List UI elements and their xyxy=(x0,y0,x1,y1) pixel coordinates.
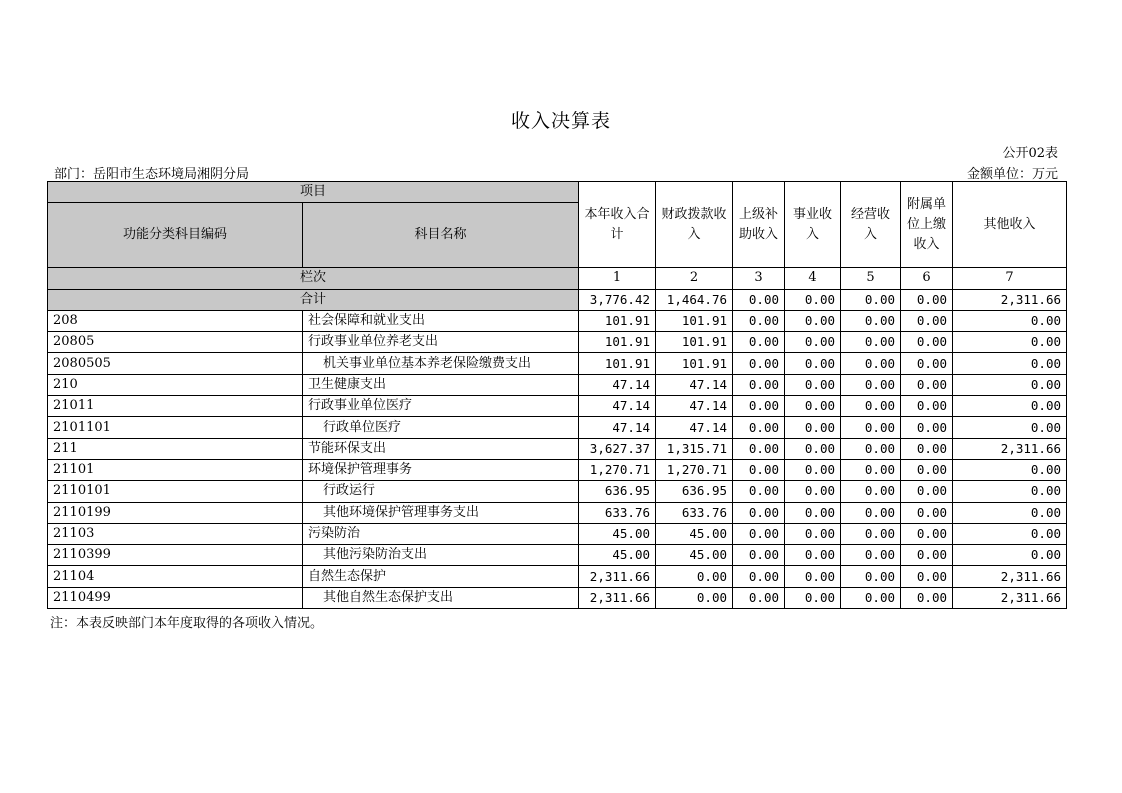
row-value: 0.00 xyxy=(785,523,841,544)
row-value: 0.00 xyxy=(785,353,841,374)
row-value: 0.00 xyxy=(841,438,901,459)
col-num: 4 xyxy=(785,268,841,289)
row-value: 0.00 xyxy=(785,502,841,523)
total-value: 0.00 xyxy=(841,289,901,310)
col-subsidy-header: 上级补助收入 xyxy=(733,182,785,268)
row-value: 0.00 xyxy=(785,438,841,459)
row-value: 636.95 xyxy=(579,481,656,502)
row-value: 0.00 xyxy=(841,332,901,353)
department-label: 部门：岳阳市生态环境局湘阴分局 xyxy=(54,167,250,182)
row-value: 0.00 xyxy=(733,438,785,459)
total-value: 0.00 xyxy=(901,289,953,310)
table-row xyxy=(48,353,1067,374)
row-name: 自然生态保护 xyxy=(303,566,579,587)
row-name: 环境保护管理事务 xyxy=(303,459,579,480)
col-num: 6 xyxy=(901,268,953,289)
row-value: 0.00 xyxy=(841,417,901,438)
row-value: 0.00 xyxy=(733,417,785,438)
row-value: 0.00 xyxy=(953,523,1067,544)
row-value: 0.00 xyxy=(953,374,1067,395)
row-value: 0.00 xyxy=(733,310,785,331)
row-value: 0.00 xyxy=(785,459,841,480)
code-header: 功能分类科目编码 xyxy=(48,203,303,268)
total-value: 0.00 xyxy=(733,289,785,310)
row-value: 2,311.66 xyxy=(579,587,656,608)
row-value: 0.00 xyxy=(901,396,953,417)
table-row xyxy=(48,417,1067,438)
table-row xyxy=(48,502,1067,523)
table-row xyxy=(48,396,1067,417)
col-fiscal-header: 财政拨款收入 xyxy=(656,182,733,268)
form-number: 公开02表 xyxy=(1002,146,1058,161)
table-row xyxy=(48,374,1067,395)
row-value: 101.91 xyxy=(656,353,733,374)
row-value: 1,270.71 xyxy=(656,459,733,480)
row-value: 45.00 xyxy=(579,523,656,544)
row-name: 行政单位医疗 xyxy=(303,417,579,438)
table-row xyxy=(48,438,1067,459)
total-row xyxy=(48,289,1067,310)
row-value: 633.76 xyxy=(656,502,733,523)
table-row xyxy=(48,310,1067,331)
row-value: 47.14 xyxy=(579,374,656,395)
col-other-header: 其他收入 xyxy=(953,182,1067,268)
row-value: 0.00 xyxy=(841,523,901,544)
row-value: 0.00 xyxy=(733,481,785,502)
row-value: 1,315.71 xyxy=(656,438,733,459)
row-value: 0.00 xyxy=(901,523,953,544)
row-name: 行政运行 xyxy=(303,481,579,502)
row-value: 0.00 xyxy=(841,353,901,374)
row-value: 0.00 xyxy=(901,459,953,480)
row-value: 0.00 xyxy=(785,396,841,417)
row-value: 47.14 xyxy=(579,417,656,438)
row-code: 2110399 xyxy=(48,545,303,566)
row-value: 0.00 xyxy=(953,417,1067,438)
table-row xyxy=(48,545,1067,566)
row-value: 0.00 xyxy=(901,438,953,459)
footnote: 注：本表反映部门本年度取得的各项收入情况。 xyxy=(50,616,324,631)
row-value: 0.00 xyxy=(841,481,901,502)
col-num: 7 xyxy=(953,268,1067,289)
row-value: 101.91 xyxy=(579,353,656,374)
row-value: 0.00 xyxy=(785,545,841,566)
row-value: 0.00 xyxy=(953,396,1067,417)
row-value: 0.00 xyxy=(901,374,953,395)
row-value: 0.00 xyxy=(733,566,785,587)
row-value: 0.00 xyxy=(733,502,785,523)
row-value: 0.00 xyxy=(901,502,953,523)
row-value: 0.00 xyxy=(901,566,953,587)
col-num: 2 xyxy=(656,268,733,289)
row-code: 2080505 xyxy=(48,353,303,374)
row-value: 0.00 xyxy=(841,310,901,331)
row-code: 2110101 xyxy=(48,481,303,502)
row-value: 0.00 xyxy=(733,332,785,353)
row-code: 21104 xyxy=(48,566,303,587)
row-name: 其他环境保护管理事务支出 xyxy=(303,502,579,523)
name-header: 科目名称 xyxy=(303,203,579,268)
row-code: 208 xyxy=(48,310,303,331)
row-name: 节能环保支出 xyxy=(303,438,579,459)
row-value: 633.76 xyxy=(579,502,656,523)
row-value: 47.14 xyxy=(656,417,733,438)
total-value: 3,776.42 xyxy=(579,289,656,310)
row-value: 0.00 xyxy=(953,310,1067,331)
row-value: 0.00 xyxy=(953,545,1067,566)
row-name: 卫生健康支出 xyxy=(303,374,579,395)
row-value: 0.00 xyxy=(953,502,1067,523)
row-value: 47.14 xyxy=(656,374,733,395)
row-value: 2,311.66 xyxy=(953,587,1067,608)
row-name: 行政事业单位养老支出 xyxy=(303,332,579,353)
col-num: 3 xyxy=(733,268,785,289)
row-value: 0.00 xyxy=(785,566,841,587)
total-value: 0.00 xyxy=(785,289,841,310)
table-body xyxy=(48,310,1067,608)
row-value: 0.00 xyxy=(841,566,901,587)
row-value: 0.00 xyxy=(841,374,901,395)
row-value: 47.14 xyxy=(656,396,733,417)
row-value: 0.00 xyxy=(901,545,953,566)
row-value: 0.00 xyxy=(901,481,953,502)
total-value: 1,464.76 xyxy=(656,289,733,310)
row-value: 0.00 xyxy=(656,566,733,587)
row-value: 0.00 xyxy=(733,374,785,395)
total-value: 2,311.66 xyxy=(953,289,1067,310)
row-value: 0.00 xyxy=(901,587,953,608)
row-value: 101.91 xyxy=(579,332,656,353)
row-value: 0.00 xyxy=(841,502,901,523)
col-num: 1 xyxy=(579,268,656,289)
row-name: 污染防治 xyxy=(303,523,579,544)
col-num: 5 xyxy=(841,268,901,289)
total-label: 合计 xyxy=(48,289,579,310)
row-code: 2110199 xyxy=(48,502,303,523)
row-value: 2,311.66 xyxy=(953,438,1067,459)
row-value: 0.00 xyxy=(901,332,953,353)
row-value: 0.00 xyxy=(901,310,953,331)
row-name: 社会保障和就业支出 xyxy=(303,310,579,331)
project-header: 项目 xyxy=(48,182,579,203)
row-value: 0.00 xyxy=(785,374,841,395)
table-row xyxy=(48,332,1067,353)
row-value: 45.00 xyxy=(656,523,733,544)
row-value: 0.00 xyxy=(841,396,901,417)
row-value: 0.00 xyxy=(733,396,785,417)
row-value: 1,270.71 xyxy=(579,459,656,480)
row-value: 0.00 xyxy=(953,481,1067,502)
table-row xyxy=(48,566,1067,587)
row-value: 0.00 xyxy=(785,417,841,438)
row-value: 0.00 xyxy=(953,332,1067,353)
row-value: 0.00 xyxy=(841,545,901,566)
row-value: 101.91 xyxy=(656,310,733,331)
row-code: 211 xyxy=(48,438,303,459)
col-total-header: 本年收入合计 xyxy=(579,182,656,268)
row-value: 0.00 xyxy=(733,459,785,480)
row-value: 0.00 xyxy=(785,310,841,331)
row-value: 0.00 xyxy=(785,481,841,502)
row-value: 101.91 xyxy=(656,332,733,353)
row-value: 0.00 xyxy=(785,587,841,608)
row-value: 0.00 xyxy=(901,417,953,438)
row-value: 0.00 xyxy=(901,353,953,374)
row-value: 0.00 xyxy=(953,459,1067,480)
row-value: 2,311.66 xyxy=(953,566,1067,587)
row-value: 101.91 xyxy=(579,310,656,331)
row-code: 21101 xyxy=(48,459,303,480)
row-value: 3,627.37 xyxy=(579,438,656,459)
row-col-label: 栏次 xyxy=(48,268,579,289)
row-code: 2101101 xyxy=(48,417,303,438)
row-value: 0.00 xyxy=(733,545,785,566)
row-value: 0.00 xyxy=(953,353,1067,374)
table-row xyxy=(48,587,1067,608)
row-value: 636.95 xyxy=(656,481,733,502)
row-value: 45.00 xyxy=(579,545,656,566)
row-name: 机关事业单位基本养老保险缴费支出 xyxy=(303,353,579,374)
col-affiliated-header: 附属单位上缴收入 xyxy=(901,182,953,268)
table-row xyxy=(48,481,1067,502)
row-value: 0.00 xyxy=(733,523,785,544)
row-name: 其他自然生态保护支出 xyxy=(303,587,579,608)
row-value: 47.14 xyxy=(579,396,656,417)
income-table xyxy=(47,181,1067,609)
row-value: 0.00 xyxy=(656,587,733,608)
row-value: 0.00 xyxy=(841,587,901,608)
unit-label: 金额单位：万元 xyxy=(966,167,1058,182)
row-value: 0.00 xyxy=(785,332,841,353)
col-operating-header: 经营收入 xyxy=(841,182,901,268)
row-code: 2110499 xyxy=(48,587,303,608)
row-value: 0.00 xyxy=(733,353,785,374)
row-value: 2,311.66 xyxy=(579,566,656,587)
row-value: 0.00 xyxy=(841,459,901,480)
row-code: 20805 xyxy=(48,332,303,353)
table-row xyxy=(48,459,1067,480)
row-name: 行政事业单位医疗 xyxy=(303,396,579,417)
row-value: 45.00 xyxy=(656,545,733,566)
row-name: 其他污染防治支出 xyxy=(303,545,579,566)
table-row xyxy=(48,523,1067,544)
row-code: 210 xyxy=(48,374,303,395)
page-title: 收入决算表 xyxy=(510,110,611,132)
row-code: 21011 xyxy=(48,396,303,417)
col-business-header: 事业收入 xyxy=(785,182,841,268)
row-value: 0.00 xyxy=(733,587,785,608)
row-code: 21103 xyxy=(48,523,303,544)
